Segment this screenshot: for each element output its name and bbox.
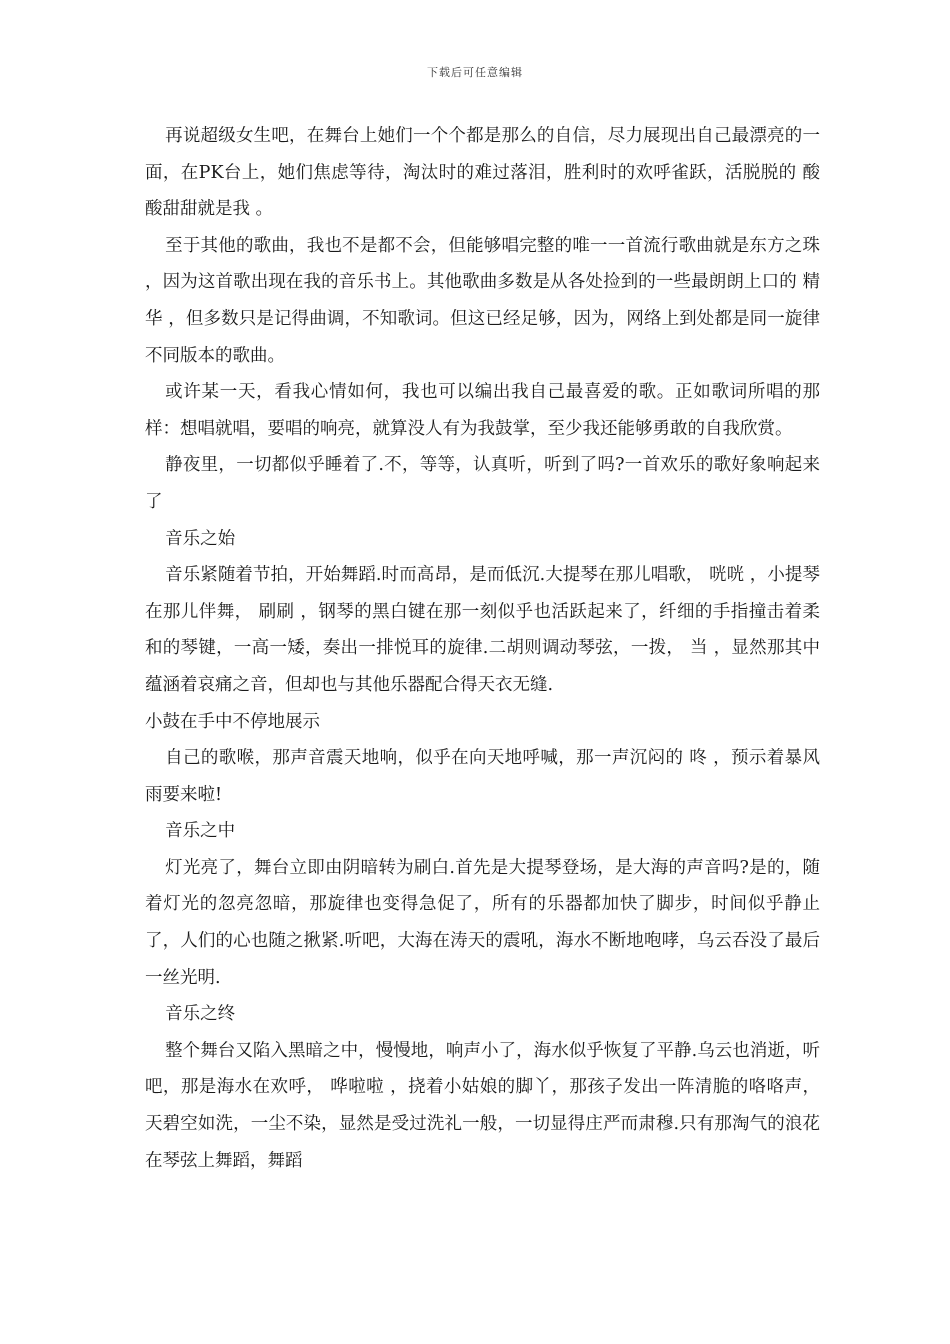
document-body <box>145 118 820 1179</box>
section-heading-end: 音乐之终 <box>165 1004 236 1025</box>
section-heading-middle: 音乐之中 <box>165 821 236 842</box>
paragraph-music-beginning: 音乐紧随着节拍，开始舞蹈.时而高昂，是而低沉.大提琴在那儿唱歌， 咣咣 ，小提琴在那儿伴舞， 刷刷 ，钢琴的黑白键在那一刻似乎也活跃起来了，纤细的手指撞击着柔和的琴键，一高一矮，奏出一排悦耳的旋律.二胡则调动琴弦，一拨， 当 ，显然那其中蕴涵着哀痛之音，但却也与其他乐器配合得天衣无缝. <box>145 565 820 695</box>
page-header: 下载后可任意编辑 <box>427 66 523 79</box>
paragraph-someday: 或许某一天，看我心情如何，我也可以编出我自己最喜爱的歌。正如歌词所唱的那样：想唱就唱，要唱的响亮，就算没人有为我鼓掌，至少我还能够勇敢的自我欣赏。 <box>145 382 820 439</box>
paragraph-music-end: 整个舞台又陷入黑暗之中，慢慢地，响声小了，海水似乎恢复了平静.乌云也消逝，听吧，那是海水在欢呼， 哗啦啦 ，挠着小姑娘的脚丫，那孩子发出一阵清脆的咯咯声，天碧空如洗，一尘不染，显然是受过洗礼一般，一切显得庄严而肃穆.只有那淘气的浪花在琴弦上舞蹈，舞蹈 <box>145 1040 820 1171</box>
paragraph-music-middle: 灯光亮了，舞台立即由阴暗转为刷白.首先是大提琴登场，是大海的声音吗?是的，随着灯光的忽亮忽暗，那旋律也变得急促了，所有的乐器都加快了脚步，时间似乎静止了，人们的心也随之揪紧.听吧，大海在涛天的震吼，海水不断地咆哮，乌云吞没了最后一丝光明. <box>145 857 820 988</box>
paragraph-other-songs: 至于其他的歌曲，我也不是都不会，但能够唱完整的唯一一首流行歌曲就是东方之珠 ，因为这首歌出现在我的音乐书上。其他歌曲多数是从各处捡到的一些最朗朗上口的 精华 ，但多数只是记得曲调，不知歌词。但这已经足够，因为，网络上到处都是同一旋律不同版本的歌曲。 <box>145 235 820 366</box>
paragraph-drum: 小鼓在手中不停地展示 <box>145 711 320 732</box>
paragraph-quiet-night: 静夜里，一切都似乎睡着了.不，等等，认真听，听到了吗?一首欢乐的歌好象响起来了 <box>145 455 820 512</box>
section-heading-beginning: 音乐之始 <box>165 528 236 549</box>
paragraph-drum-voice: 自己的歌喉，那声音震天地响，似乎在向天地呼喊，那一声沉闷的 咚 ，预示着暴风雨要来啦! <box>145 748 820 805</box>
paragraph-super-girl: 再说超级女生吧，在舞台上她们一个个都是那么的自信，尽力展现出自己最漂亮的一面，在PK台上，她们焦虑等待，淘汰时的难过落泪，胜利时的欢呼雀跃，活脱脱的 酸酸甜甜就是我 。 <box>145 126 820 220</box>
